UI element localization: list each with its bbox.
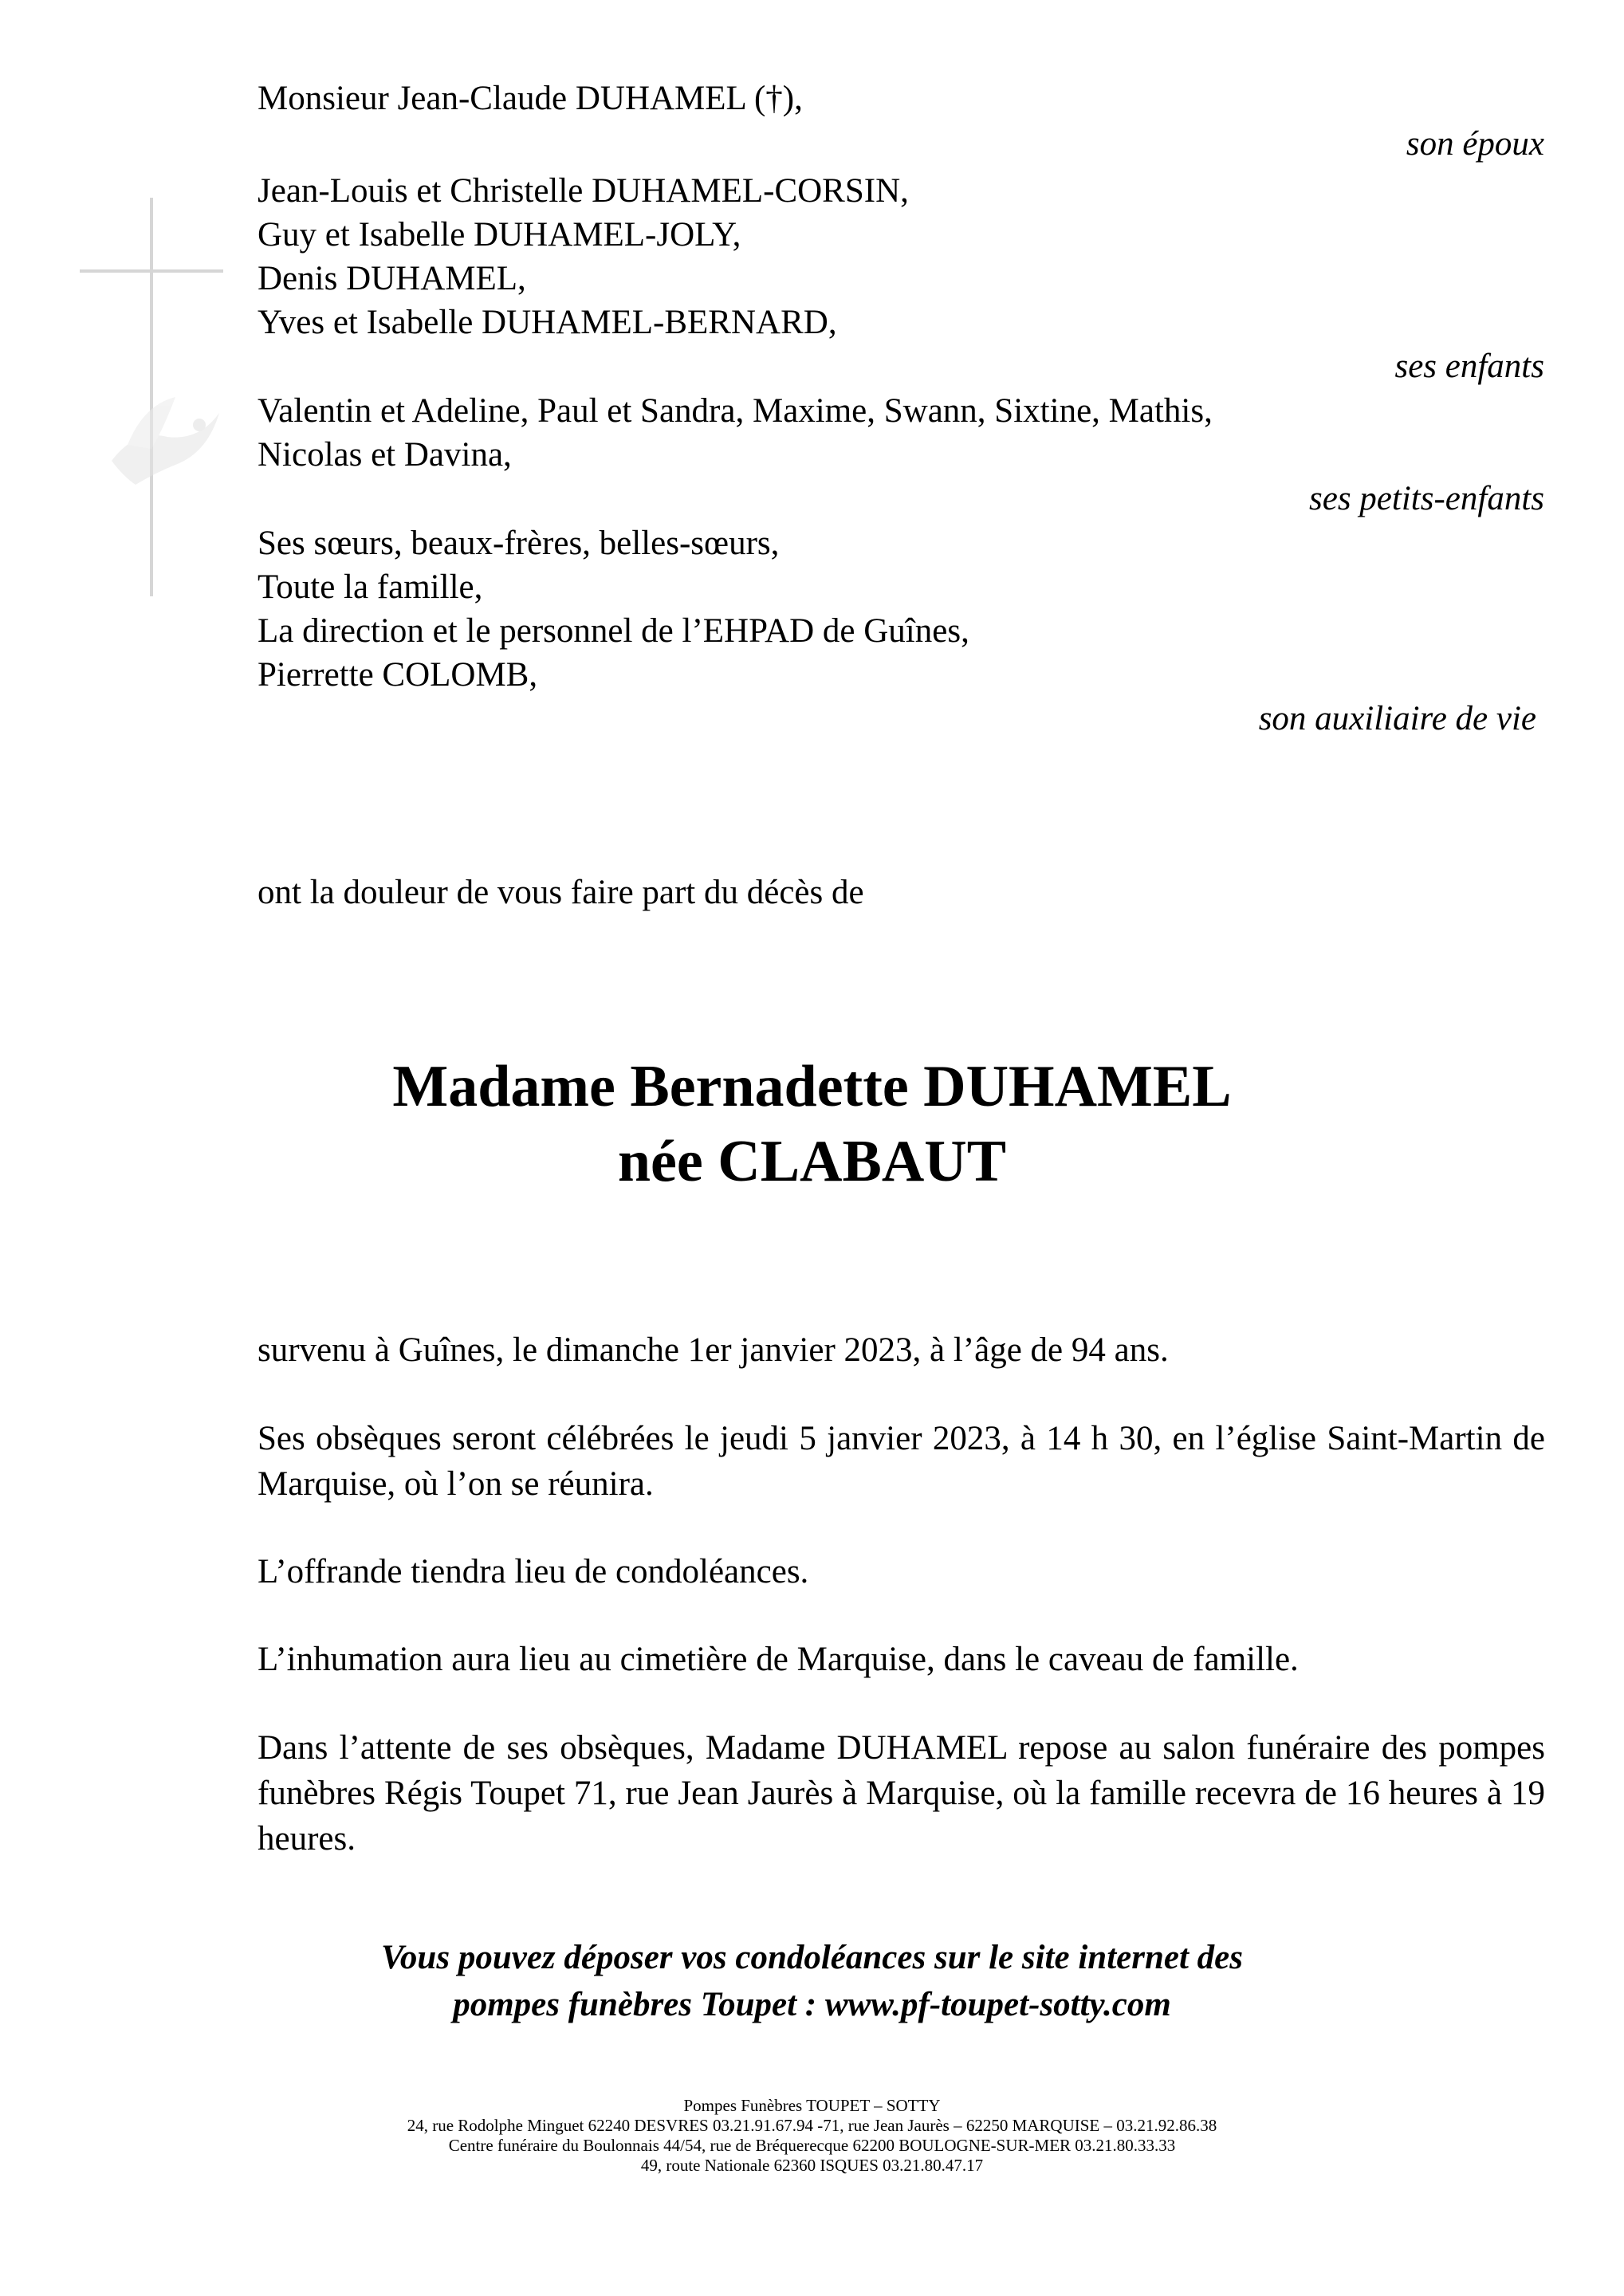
dove-icon bbox=[112, 397, 219, 485]
others-role: son auxiliaire de vie bbox=[1258, 700, 1536, 737]
child-line: Denis DUHAMEL, bbox=[258, 260, 526, 297]
cross-icon bbox=[80, 198, 223, 596]
child-line: Guy et Isabelle DUHAMEL-JOLY, bbox=[258, 216, 741, 254]
footer-address: 24, rue Rodolphe Minguet 62240 DESVRES 03.21.91.67.94 -71, rue Jean Jaurès – 62250 MARQUISE – 03.21.92.86.38 bbox=[407, 2116, 1217, 2135]
announcement-text: ont la douleur de vous faire part du décès de bbox=[258, 874, 864, 911]
deceased-name: Madame Bernadette DUHAMEL bbox=[392, 1054, 1232, 1119]
condolences-line-1: Vous pouvez déposer vos condoléances sur le site internet des bbox=[381, 1939, 1243, 1976]
grandchildren-line: Valentin et Adeline, Paul et Sandra, Maxime, Swann, Sixtine, Mathis, bbox=[258, 392, 1213, 430]
other-mourners-line: Ses sœurs, beaux-frères, belles-sœurs, bbox=[258, 525, 780, 562]
grandchildren-role: ses petits-enfants bbox=[1309, 480, 1544, 517]
child-line: Yves et Isabelle DUHAMEL-BERNARD, bbox=[258, 304, 837, 341]
other-mourners-line: Pierrette COLOMB, bbox=[258, 656, 538, 694]
footer-address: 49, route Nationale 62360 ISQUES 03.21.80.47.17 bbox=[640, 2156, 984, 2175]
footer-company: Pompes Funèbres TOUPET – SOTTY bbox=[683, 2096, 941, 2115]
funeral-details: Ses obsèques seront célébrées le jeudi 5 janvier 2023, à 14 h 30, en l’église Saint-Martin de Marquise, où l’on se réunira. bbox=[258, 1420, 1545, 1503]
grandchildren-line: Nicolas et Davina, bbox=[258, 436, 512, 474]
burial-details: L’inhumation aura lieu au cimetière de Marquise, dans le caveau de famille. bbox=[258, 1641, 1299, 1678]
children-role: ses enfants bbox=[1394, 348, 1544, 385]
condolences-line-2: pompes funèbres Toupet : www.pf-toupet-sotty.com bbox=[453, 1986, 1171, 2023]
viewing-details: Dans l’attente de ses obsèques, Madame DUHAMEL repose au salon funéraire des pompes funèbres Régis Toupet 71, rue Jean Jaurès à Marquise, où la famille recevra de 16 heures à 19 heures. bbox=[258, 1729, 1545, 1858]
other-mourners-line: La direction et le personnel de l’EHPAD de Guînes, bbox=[258, 612, 969, 650]
offering-note: L’offrande tiendra lieu de condoléances. bbox=[258, 1553, 809, 1590]
death-details: survenu à Guînes, le dimanche 1er janvier 2023, à l’âge de 94 ans. bbox=[258, 1331, 1169, 1369]
husband-name: Monsieur Jean-Claude DUHAMEL (†), bbox=[258, 80, 803, 117]
husband-role: son époux bbox=[1406, 125, 1544, 163]
child-line: Jean-Louis et Christelle DUHAMEL-CORSIN, bbox=[258, 172, 909, 210]
other-mourners-line: Toute la famille, bbox=[258, 568, 483, 606]
deceased-birth-name: née CLABAUT bbox=[617, 1129, 1007, 1194]
footer-address: Centre funéraire du Boulonnais 44/54, rue de Bréquerecque 62200 BOULOGNE-SUR-MER 03.21.80.33.33 bbox=[448, 2136, 1176, 2155]
